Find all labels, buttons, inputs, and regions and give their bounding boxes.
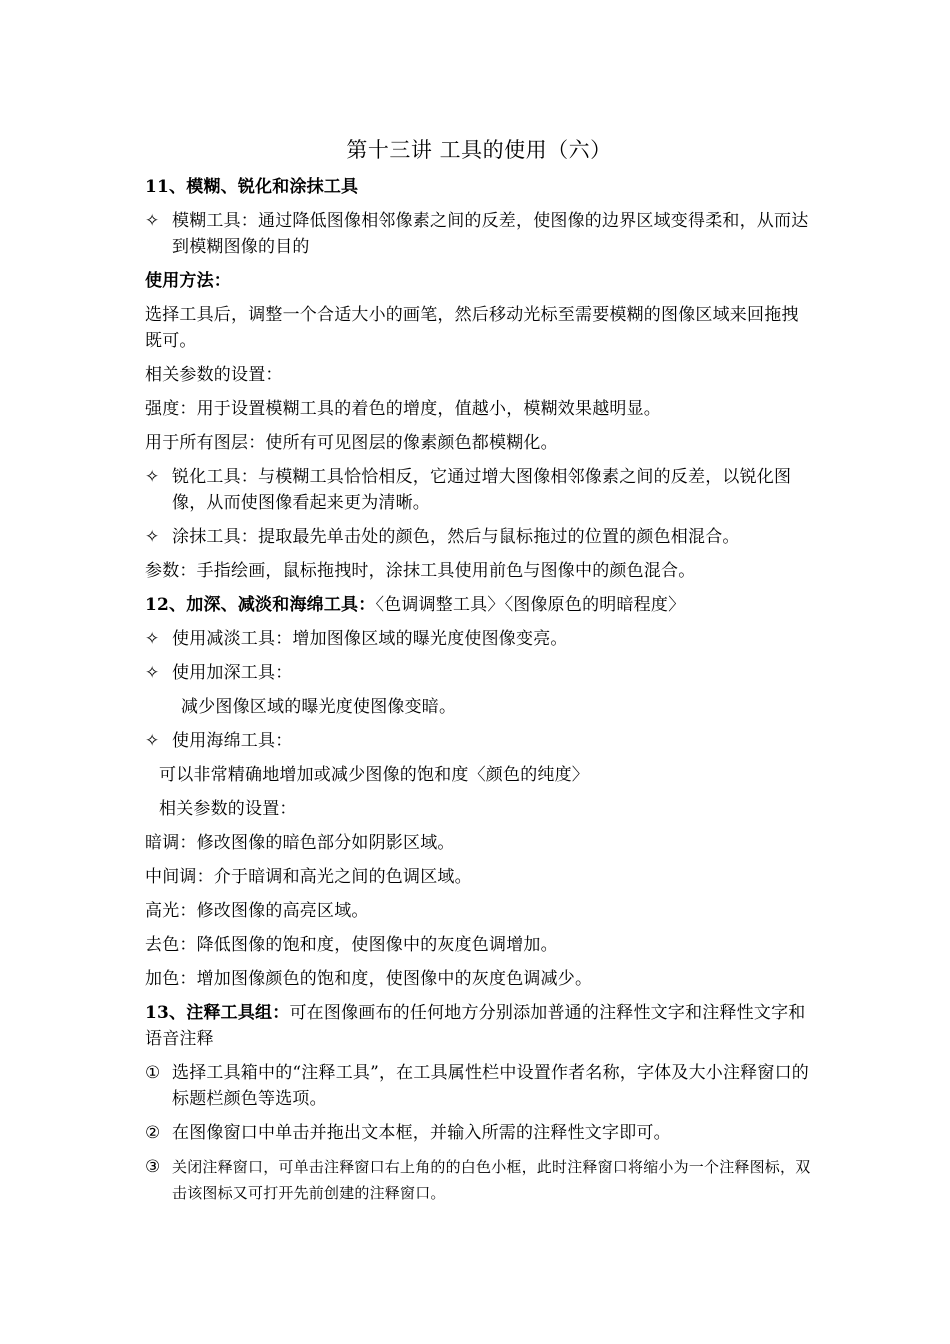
step-1-text: 选择工具箱中的“注释工具”，在工具属性栏中设置作者名称，字体及大小注释窗口的标题栏颜色等选项。	[172, 1063, 809, 1109]
highlights-text: 高光：修改图像的高亮区域。	[145, 901, 369, 921]
sharpen-tool-text: 锐化工具：与模糊工具恰恰相反，它通过增大图像相邻像素之间的反差，以锐化图像，从而使图像看起来更为清晰。	[172, 467, 792, 513]
circled-three-icon: ③	[145, 1157, 161, 1177]
diamond-bullet-icon: ✧	[145, 467, 160, 487]
params-label: 相关参数的设置：	[145, 365, 283, 385]
diamond-bullet-icon: ✧	[145, 731, 160, 751]
smudge-param-text: 参数：手指绘画，鼠标拖拽时，涂抹工具使用前色与图像中的颜色混合。	[145, 561, 696, 581]
diamond-bullet-icon: ✧	[145, 211, 160, 231]
usage-text: 选择工具后，调整一个合适大小的画笔，然后移动光标至需要模糊的图像区域来回拖拽既可。	[145, 305, 799, 351]
all-layers-text: 用于所有图层：使所有可见图层的像素颜色都模糊化。	[145, 433, 558, 453]
step-3-item	[145, 1154, 813, 1206]
sponge-tool-item	[145, 728, 813, 754]
section-13-heading-bold: 13、注释工具组：	[145, 1003, 290, 1023]
section-12-heading-rest: 〈色调调整工具〉〈图像原色的明暗程度〉	[375, 595, 686, 615]
step-1-item	[145, 1060, 813, 1112]
step-2-text: 在图像窗口中单击并拖出文本框，并输入所需的注释性文字即可。	[172, 1123, 671, 1143]
burn-tool-item	[145, 660, 813, 686]
strength-text: 强度：用于设置模糊工具的着色的增度，值越小，模糊效果越明显。	[145, 399, 661, 419]
section-13-heading-rest: 可在图像画布的任何地方分别添加普通的注释性文字和注释性文字和语音注释	[145, 1003, 806, 1049]
sponge-tool-text: 使用海绵工具：	[172, 731, 293, 751]
smudge-tool-text: 涂抹工具：提取最先单击处的颜色，然后与鼠标拖过的位置的颜色相混合。	[172, 527, 740, 547]
blur-tool-item	[145, 208, 813, 260]
diamond-bullet-icon: ✧	[145, 527, 160, 547]
section-13-heading	[145, 1000, 813, 1052]
burn-tool-text: 使用加深工具：	[172, 663, 293, 683]
blur-tool-text: 模糊工具：通过降低图像相邻像素之间的反差，使图像的边界区域变得柔和，从而达到模糊图像的目的	[172, 211, 809, 257]
dodge-tool-text: 使用减淡工具：增加图像区域的曝光度使图像变亮。	[172, 629, 568, 649]
saturate-text: 加色：增加图像颜色的饱和度，使图像中的灰度色调减少。	[145, 969, 593, 989]
smudge-tool-item	[145, 524, 813, 550]
document-body	[145, 132, 813, 1214]
params-label-2: 相关参数的设置：	[159, 799, 297, 819]
desaturate-text: 去色：降低图像的饱和度，使图像中的灰度色调增加。	[145, 935, 558, 955]
burn-desc-text: 减少图像区域的曝光度使图像变暗。	[181, 697, 457, 717]
shadows-text: 暗调：修改图像的暗色部分如阴影区域。	[145, 833, 455, 853]
circled-two-icon: ②	[145, 1123, 161, 1143]
midtones-text: 中间调：介于暗调和高光之间的色调区域。	[145, 867, 472, 887]
diamond-bullet-icon: ✧	[145, 629, 160, 649]
page-title: 第十三讲 工具的使用（六）	[346, 138, 612, 162]
section-11-heading: 11、模糊、锐化和涂抹工具	[145, 177, 359, 197]
sponge-desc-text: 可以非常精确地增加或减少图像的饱和度〈颜色的纯度〉	[159, 765, 589, 785]
diamond-bullet-icon: ✧	[145, 663, 160, 683]
usage-heading: 使用方法：	[145, 271, 231, 291]
section-12-heading	[145, 592, 813, 618]
dodge-tool-item	[145, 626, 813, 652]
section-12-heading-bold: 12、加深、减淡和海绵工具：	[145, 595, 376, 615]
step-3-text: 关闭注释窗口，可单击注释窗口右上角的的白色小框，此时注释窗口将缩小为一个注释图标，双击该图标又可打开先前创建的注释窗口。	[172, 1158, 811, 1202]
step-2-item	[145, 1120, 813, 1146]
sharpen-tool-item	[145, 464, 813, 516]
circled-one-icon: ①	[145, 1063, 161, 1083]
